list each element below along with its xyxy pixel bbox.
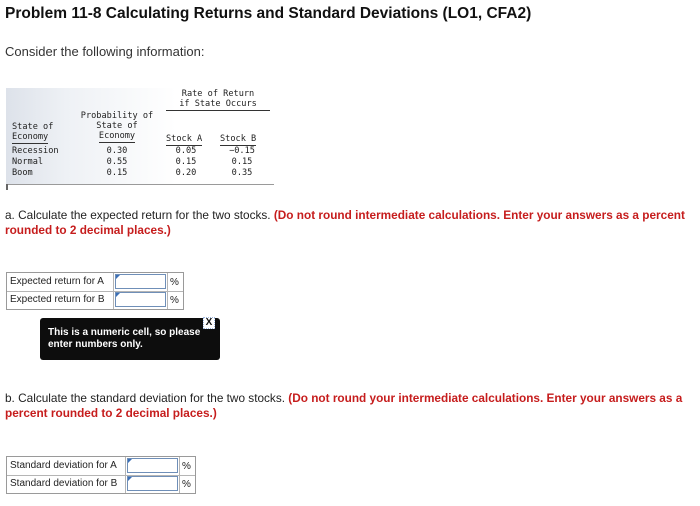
std-dev-b-input[interactable]	[127, 476, 178, 491]
table-divider-tick	[6, 184, 8, 190]
close-icon[interactable]: X	[203, 317, 215, 329]
row-state: Normal	[12, 157, 44, 167]
table-row	[7, 273, 183, 292]
header-stock-b: Stock B	[220, 134, 257, 144]
std-dev-b-label: Standard deviation for B	[10, 478, 118, 489]
input-marker-icon	[116, 293, 120, 297]
table-row	[7, 457, 195, 476]
page-title: Problem 11-8 Calculating Returns and Standard Deviations (LO1, CFA2)	[5, 5, 532, 22]
header-state: State of Economy	[12, 122, 54, 142]
header-stock-a: Stock A	[166, 134, 203, 144]
row-probability: 0.55	[106, 157, 128, 167]
header-probability: Probability of State of Economy	[80, 111, 154, 141]
expected-return-b-label: Expected return for B	[10, 294, 105, 305]
standard-deviation-grid	[6, 456, 196, 494]
row-probability: 0.15	[106, 168, 128, 178]
expected-return-a-input[interactable]	[115, 274, 166, 289]
table-row	[7, 475, 195, 493]
table-divider	[6, 184, 274, 185]
row-state: Boom	[12, 168, 33, 178]
row-probability: 0.30	[106, 146, 128, 156]
percent-unit: %	[170, 277, 179, 288]
std-dev-a-input[interactable]	[127, 458, 178, 473]
row-stock-b: 0.15	[231, 157, 253, 167]
expected-return-b-input[interactable]	[115, 292, 166, 307]
percent-unit: %	[182, 479, 191, 490]
row-stock-a: 0.20	[175, 168, 197, 178]
intro-text: Consider the following information:	[5, 44, 205, 59]
returns-table	[6, 88, 274, 184]
question-a: a. Calculate the expected return for the two stocks. (Do not round intermediate calculations. Enter your answers as a percent rounded to 2 decimal places.)	[5, 208, 685, 237]
table-row	[7, 291, 183, 309]
expected-return-grid	[6, 272, 184, 310]
row-state: Recession	[12, 146, 59, 156]
question-b-instruction: (Do not round your intermediate calculations. Enter your answers as a percent rounded to 2 decimal places.)	[5, 391, 683, 420]
group-header: Rate of Return if State Occurs	[166, 89, 270, 111]
question-b: b. Calculate the standard deviation for the two stocks. (Do not round your intermediate calculations. Enter your answers as a percent rounded to 2 decimal places.)	[5, 391, 683, 420]
row-stock-b: −0.15	[229, 146, 255, 156]
percent-unit: %	[170, 295, 179, 306]
std-dev-a-label: Standard deviation for A	[10, 460, 117, 471]
numeric-cell-tooltip: This is a numeric cell, so please enter numbers only. X	[40, 318, 220, 360]
row-stock-b: 0.35	[231, 168, 253, 178]
percent-unit: %	[182, 461, 191, 472]
input-marker-icon	[128, 477, 132, 481]
expected-return-a-label: Expected return for A	[10, 276, 104, 287]
input-marker-icon	[128, 459, 132, 463]
row-stock-a: 0.05	[175, 146, 197, 156]
input-marker-icon	[116, 275, 120, 279]
question-a-instruction: (Do not round intermediate calculations. Enter your answers as a percent rounded to 2 decimal places.)	[5, 208, 685, 237]
row-stock-a: 0.15	[175, 157, 197, 167]
